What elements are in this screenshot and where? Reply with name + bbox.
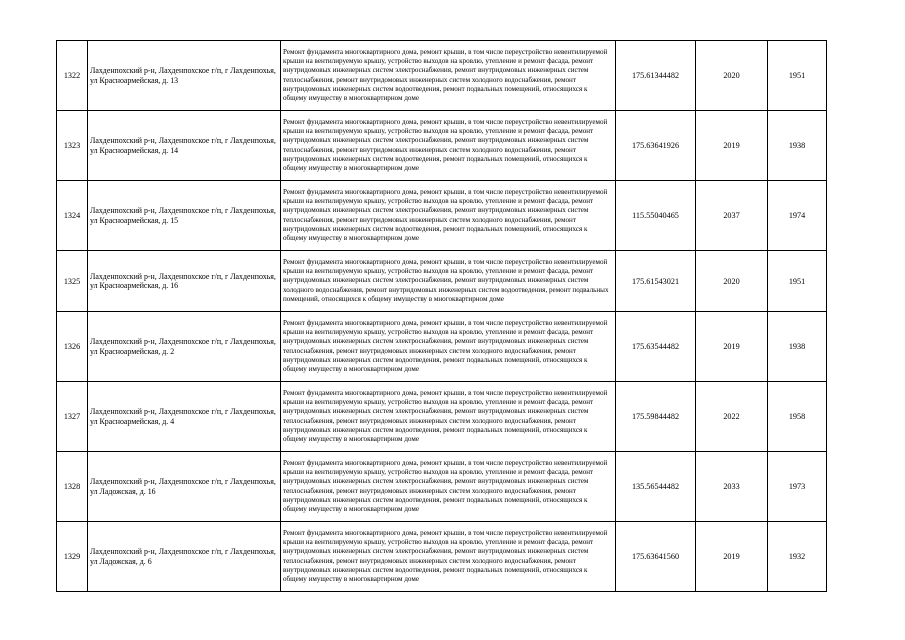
planned-year: 2037 [696, 181, 768, 251]
planned-year: 2020 [696, 251, 768, 312]
row-number: 1325 [57, 251, 88, 312]
year-built: 1938 [768, 111, 827, 181]
repair-cost: 175.59844482 [616, 382, 696, 452]
table-row [57, 41, 827, 111]
building-address: Лахденпохский р-н, Лахденпохское г/п, г Лахденпохья, ул Ладожская, д. 6 [88, 522, 281, 592]
row-number: 1326 [57, 312, 88, 382]
repair-cost: 175.61543021 [616, 251, 696, 312]
year-built: 1932 [768, 522, 827, 592]
building-address: Лахденпохский р-н, Лахденпохское г/п, г Лахденпохья, ул Красноармейская, д. 16 [88, 251, 281, 312]
capital-repair-table [56, 40, 827, 592]
repair-cost: 115.55040465 [616, 181, 696, 251]
row-number: 1322 [57, 41, 88, 111]
repair-works: Ремонт фундамента многоквартирного дома, ремонт крыши, в том числе переустройство невентилируемой крыши на вентилируемую крышу, устройство выходов на кровлю, утепление и ремонт фасада, ремонт внутридомовых инженерных систем электроснабжения, ремонт внутридомовых инженерных систем холодного водоснабжения, ремонт внутридомовых инженерных систем водоотведения, ремонт подвальных помещений, относящихся к общему имуществу в многоквартирном доме [281, 251, 616, 312]
table-row [57, 312, 827, 382]
repair-cost: 135.56544482 [616, 452, 696, 522]
building-address: Лахденпохский р-н, Лахденпохское г/п, г Лахденпохья, ул Красноармейская, д. 4 [88, 382, 281, 452]
repair-works: Ремонт фундамента многоквартирного дома, ремонт крыши, в том числе переустройство невентилируемой крыши на вентилируемую крышу, устройство выходов на кровлю, утепление и ремонт фасада, ремонт внутридомовых инженерных систем электроснабжения, ремонт внутридомовых инженерных систем теплоснабжения, ремонт внутридомовых инженерных систем холодного водоснабжения, ремонт внутридомовых инженерных систем водоотведения, ремонт подвальных помещений, относящихся к общему имуществу в многоквартирном доме [281, 111, 616, 181]
year-built: 1938 [768, 312, 827, 382]
building-address: Лахденпохский р-н, Лахденпохское г/п, г Лахденпохья, ул Красноармейская, д. 14 [88, 111, 281, 181]
building-address: Лахденпохский р-н, Лахденпохское г/п, г Лахденпохья, ул Красноармейская, д. 15 [88, 181, 281, 251]
planned-year: 2019 [696, 522, 768, 592]
repair-cost: 175.63641560 [616, 522, 696, 592]
table-row [57, 452, 827, 522]
building-address: Лахденпохский р-н, Лахденпохское г/п, г Лахденпохья, ул Красноармейская, д. 13 [88, 41, 281, 111]
table-row [57, 111, 827, 181]
year-built: 1958 [768, 382, 827, 452]
table-row [57, 181, 827, 251]
planned-year: 2022 [696, 382, 768, 452]
row-number: 1329 [57, 522, 88, 592]
planned-year: 2020 [696, 41, 768, 111]
repair-cost: 175.61344482 [616, 41, 696, 111]
repair-works: Ремонт фундамента многоквартирного дома, ремонт крыши, в том числе переустройство невентилируемой крыши на вентилируемую крышу, устройство выходов на кровлю, утепление и ремонт фасада, ремонт внутридомовых инженерных систем электроснабжения, ремонт внутридомовых инженерных систем теплоснабжения, ремонт внутридомовых инженерных систем холодного водоснабжения, ремонт внутридомовых инженерных систем водоотведения, ремонт подвальных помещений, относящихся к общему имуществу в многоквартирном доме [281, 382, 616, 452]
row-number: 1324 [57, 181, 88, 251]
table-row [57, 522, 827, 592]
repair-cost: 175.63544482 [616, 312, 696, 382]
planned-year: 2019 [696, 312, 768, 382]
repair-works: Ремонт фундамента многоквартирного дома, ремонт крыши, в том числе переустройство невентилируемой крыши на вентилируемую крышу, устройство выходов на кровлю, утепление и ремонт фасада, ремонт внутридомовых инженерных систем электроснабжения, ремонт внутридомовых инженерных систем теплоснабжения, ремонт внутридомовых инженерных систем холодного водоснабжения, ремонт внутридомовых инженерных систем водоотведения, ремонт подвальных помещений, относящихся к общему имуществу в многоквартирном доме [281, 522, 616, 592]
repair-works: Ремонт фундамента многоквартирного дома, ремонт крыши, в том числе переустройство невентилируемой крыши на вентилируемую крышу, устройство выходов на кровлю, утепление и ремонт фасада, ремонт внутридомовых инженерных систем электроснабжения, ремонт внутридомовых инженерных систем теплоснабжения, ремонт внутридомовых инженерных систем холодного водоснабжения, ремонт внутридомовых инженерных систем водоотведения, ремонт подвальных помещений, относящихся к общему имуществу в многоквартирном доме [281, 181, 616, 251]
planned-year: 2033 [696, 452, 768, 522]
row-number: 1328 [57, 452, 88, 522]
year-built: 1951 [768, 41, 827, 111]
row-number: 1327 [57, 382, 88, 452]
building-address: Лахденпохский р-н, Лахденпохское г/п, г Лахденпохья, ул Красноармейская, д. 2 [88, 312, 281, 382]
repair-works: Ремонт фундамента многоквартирного дома, ремонт крыши, в том числе переустройство невентилируемой крыши на вентилируемую крышу, устройство выходов на кровлю, утепление и ремонт фасада, ремонт внутридомовых инженерных систем электроснабжения, ремонт внутридомовых инженерных систем теплоснабжения, ремонт внутридомовых инженерных систем холодного водоснабжения, ремонт внутридомовых инженерных систем водоотведения, ремонт подвальных помещений, относящихся к общему имуществу в многоквартирном доме [281, 41, 616, 111]
planned-year: 2019 [696, 111, 768, 181]
building-address: Лахденпохский р-н, Лахденпохское г/п, г Лахденпохья, ул Ладожская, д. 16 [88, 452, 281, 522]
repair-works: Ремонт фундамента многоквартирного дома, ремонт крыши, в том числе переустройство невентилируемой крыши на вентилируемую крышу, устройство выходов на кровлю, утепление и ремонт фасада, ремонт внутридомовых инженерных систем электроснабжения, ремонт внутридомовых инженерных систем теплоснабжения, ремонт внутридомовых инженерных систем холодного водоснабжения, ремонт внутридомовых инженерных систем водоотведения, ремонт подвальных помещений, относящихся к общему имуществу в многоквартирном доме [281, 312, 616, 382]
table-row [57, 382, 827, 452]
repair-works: Ремонт фундамента многоквартирного дома, ремонт крыши, в том числе переустройство невентилируемой крыши на вентилируемую крышу, устройство выходов на кровлю, утепление и ремонт фасада, ремонт внутридомовых инженерных систем электроснабжения, ремонт внутридомовых инженерных систем теплоснабжения, ремонт внутридомовых инженерных систем холодного водоснабжения, ремонт внутридомовых инженерных систем водоотведения, ремонт подвальных помещений, относящихся к общему имуществу в многоквартирном доме [281, 452, 616, 522]
year-built: 1973 [768, 452, 827, 522]
year-built: 1974 [768, 181, 827, 251]
repair-cost: 175.63641926 [616, 111, 696, 181]
year-built: 1951 [768, 251, 827, 312]
table-row [57, 251, 827, 312]
row-number: 1323 [57, 111, 88, 181]
